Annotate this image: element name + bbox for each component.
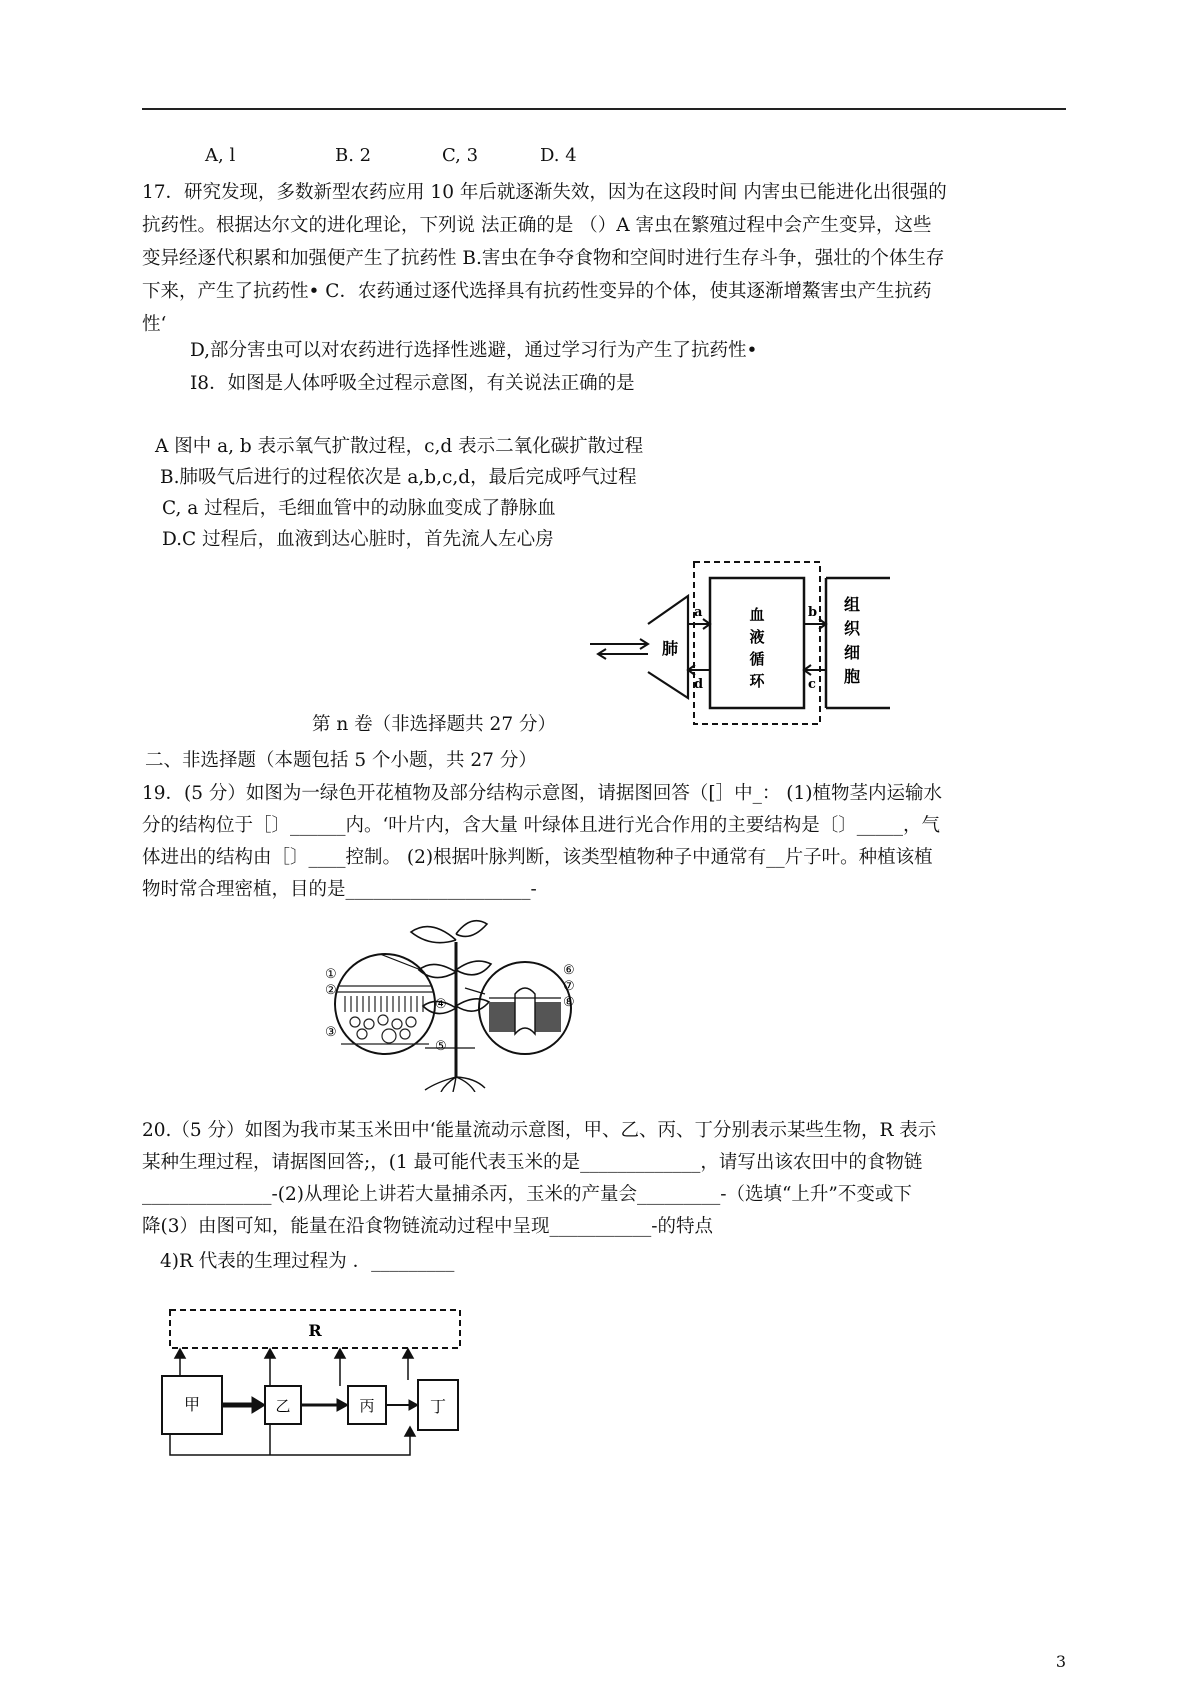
jia-label: 甲 [183, 1395, 201, 1414]
blood-char-4: 环 [749, 672, 765, 690]
q20-line-4: 降(3）由图可知，能量在沿食物链流动过程中呈现___________-的特点 [142, 1216, 713, 1237]
q18-option-b: B.肺吸气后进行的过程依次是 a,b,c,d，最后完成呼气过程 [160, 467, 637, 488]
lung-label: 肺 [662, 639, 679, 658]
section-heading: 二、非选择题（本题包括 5 个小题，共 27 分） [145, 750, 537, 771]
q17-option-d: D,部分害虫可以对农药进行选择性逃避，通过学习行为产生了抗药性• [190, 340, 758, 361]
label-3: ③ [325, 1025, 337, 1040]
energy-flow-diagram [140, 1300, 470, 1460]
q19-line-2: 分的结构位于［〕______内。‘叶片内，含大量 叶绿体且进行光合作用的主要结构是〔〕_____，气 [142, 815, 941, 836]
q20-line-5: 4)R 代表的生理过程为 ．_________ [160, 1251, 455, 1272]
label-6: ⑥ [563, 963, 575, 978]
flow-arrows [222, 1397, 418, 1413]
bottom-connector [170, 1424, 415, 1455]
q17-line-5: 性‘ [142, 314, 167, 335]
label-1: ① [325, 967, 337, 982]
tissue-char-2: 织 [843, 619, 861, 638]
header-rule [142, 108, 1066, 110]
label-2: ② [325, 983, 337, 998]
label-7: ⑦ [563, 979, 575, 994]
q20-line-2: 某种生理过程，请据图回答;，(1 最可能代表玉米的是_____________，请写出该农田中的食物链 [142, 1152, 923, 1173]
section-title: 第 n 卷（非选择题共 27 分） [312, 714, 556, 735]
q20-line-3: ______________-(2)从理论上讲若大量捕杀丙，玉米的产量会_________-（选填“上升”不变或下 [142, 1184, 912, 1205]
q19-line-4: 物时常合理密植，目的是____________________- [142, 879, 537, 900]
blood-char-3: 循 [749, 650, 765, 668]
q20-line-1: 20.（5 分）如图为我市某玉米田中‘能量流动示意图，甲、乙、丙、丁分别表示某些生物，R 表示 [142, 1120, 937, 1141]
q18-option-d: D.C 过程后，血液到达心脏时，首先流人左心房 [162, 529, 554, 550]
ding-label: 丁 [429, 1397, 447, 1416]
q17-line-4: 下来，产生了抗药性• C．农药通过逐代选择具有抗药性变异的个体，使其逐渐增鰲害虫产生抗药 [142, 281, 932, 302]
label-d: d [694, 677, 704, 692]
option-b: B. 2 [335, 145, 372, 166]
q18-option-c: C, a 过程后，毛细血管中的动脉血变成了静脉血 [162, 498, 556, 519]
stoma-cross-section [489, 988, 561, 1034]
plant-diagram [325, 912, 585, 1092]
label-a: a [694, 605, 703, 620]
q17-line-3: 变异经逐代积累和加强便产生了抗药性 B.害虫在争夺食物和空间时进行生存斗争，强壮的个体生存 [142, 248, 945, 269]
q19-line-3: 体进出的结构由［〕____控制。 (2)根据叶脉判断，该类型植物种子中通常有__片子叶。种植该植 [142, 847, 933, 868]
label-4: ④ [435, 997, 447, 1012]
r-label: R [308, 1321, 322, 1340]
blood-char-2: 液 [749, 628, 765, 646]
q17-line-2: 抗药性。根据达尔文的进化理论，下列说 法正确的是 （）A 害虫在繁殖过程中会产生变异，这些 [142, 215, 932, 236]
leaf-cross-section [337, 986, 433, 1044]
respiration-diagram [590, 560, 890, 730]
yi-label: 乙 [275, 1397, 291, 1415]
roots [425, 1077, 485, 1092]
option-c: C, 3 [442, 145, 479, 166]
q19-line-1: 19．(5 分）如图为一绿色开花植物及部分结构示意图，请据图回答（[］中_： (1)植物茎内运输水 [142, 783, 942, 804]
page-number: 3 [1055, 1652, 1066, 1671]
q17-line-1: 17．研究发现，多数新型农药应用 10 年后就逐渐失效，因为在这段时间 内害虫已能进化出很强的 [142, 182, 947, 203]
tissue-char-1: 组 [843, 595, 861, 614]
label-8: ⑧ [563, 995, 575, 1010]
option-a: A, l [205, 145, 236, 166]
label-5: ⑤ [435, 1039, 447, 1054]
q18-stem: I8．如图是人体呼吸全过程示意图，有关说法正确的是 [190, 373, 635, 394]
q18-option-a: A 图中 a, b 表示氧气扩散过程，c,d 表示二氧化碳扩散过程 [155, 436, 644, 457]
bing-label: 丙 [359, 1397, 375, 1415]
label-c: c [808, 677, 816, 692]
label-b: b [808, 605, 818, 620]
option-d: D. 4 [540, 145, 577, 166]
blood-char-1: 血 [749, 606, 765, 624]
tissue-char-4: 胞 [843, 667, 861, 686]
tissue-char-3: 细 [843, 643, 861, 662]
r-arrows [175, 1349, 413, 1386]
